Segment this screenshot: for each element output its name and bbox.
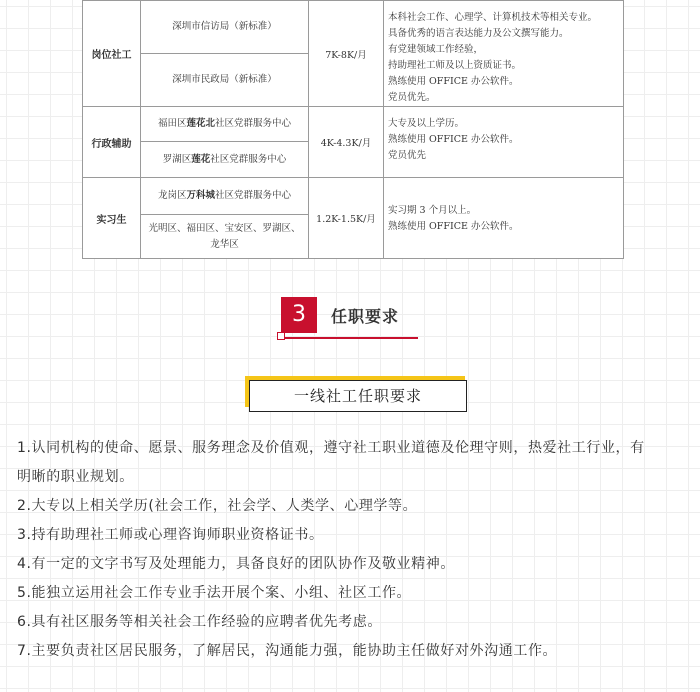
list-item: 4.有一定的文字书写及处理能力，具备良好的团队协作及敬业精神。 — [17, 556, 455, 572]
requirements-list — [17, 434, 685, 666]
org-cell: 深圳市信访局（新标准） — [141, 1, 309, 54]
requirement-line: 有党建领域工作经验， — [388, 44, 484, 55]
org-suffix: 社区党群服务中心 — [215, 190, 292, 201]
requirements-cell — [384, 107, 624, 178]
position-cell: 实习生 — [83, 178, 141, 259]
salary-cell: 4K-4.3K/月 — [309, 107, 384, 178]
requirements-cell — [384, 178, 624, 259]
requirements-cell — [384, 1, 624, 107]
org-cell: 深圳市民政局（新标准） — [141, 54, 309, 107]
list-item: 1.认同机构的使命、愿景、服务理念及价值观，遵守社工职业道德及伦理守则，热爱社工行业，有 — [17, 440, 645, 456]
section-number-badge: 3 — [281, 297, 317, 333]
org-prefix: 龙岗区 — [157, 190, 187, 201]
org-cell — [141, 215, 309, 259]
section-title: 任职要求 — [331, 307, 400, 326]
table-row — [83, 178, 624, 215]
org-prefix: 福田区 — [157, 118, 187, 129]
requirement-line: 党员优先 — [388, 150, 427, 161]
org-cell — [141, 142, 309, 178]
list-item: 2.大专以上相关学历(社会工作，社会学、人类学、心理学等。 — [17, 498, 418, 514]
org-cell — [141, 178, 309, 215]
salary-cell: 7K-8K/月 — [309, 1, 384, 107]
org-cell — [141, 107, 309, 142]
requirement-line: 党员优先。 — [388, 92, 436, 103]
org-line: 光明区、福田区、宝安区、罗湖区、 — [148, 222, 301, 234]
table-row — [83, 107, 624, 142]
requirement-line: 本科社会工作、心理学、计算机技术等相关专业。 — [388, 12, 598, 23]
org-suffix: 社区党群服务中心 — [210, 153, 287, 165]
section-corner-ornament — [277, 332, 285, 340]
list-item: 明晰的职业规划。 — [17, 469, 134, 485]
requirement-line: 大专及以上学历。 — [388, 118, 465, 129]
org-suffix: 社区党群服务中心 — [215, 118, 292, 129]
list-item: 7.主要负责社区居民服务，了解居民，沟通能力强，能协助主任做好对外沟通工作。 — [17, 643, 558, 659]
list-item: 6.具有社区服务等相关社会工作经验的应聘者优先考虑。 — [17, 614, 382, 630]
job-table — [82, 0, 624, 259]
list-item: 3.持有助理社工师或心理咨询师职业资格证书。 — [17, 527, 324, 543]
position-cell: 岗位社工 — [83, 1, 141, 107]
requirement-line: 持助理社工师及以上资质证书。 — [388, 60, 522, 71]
org-prefix: 罗湖区 — [162, 153, 192, 165]
requirement-line: 实习期 3 个月以上。 — [388, 205, 477, 216]
requirement-line: 熟练使用 OFFICE 办公软件。 — [388, 134, 519, 145]
subtitle-box: 一线社工任职要求 — [249, 380, 467, 412]
salary-cell: 1.2K-1.5K/月 — [309, 178, 384, 259]
section-underline — [284, 337, 418, 339]
org-highlight: 万科城 — [186, 190, 215, 201]
requirement-line: 熟练使用 OFFICE 办公软件。 — [388, 221, 519, 232]
list-item: 5.能独立运用社会工作专业手法开展个案、小组、社区工作。 — [17, 585, 412, 601]
org-highlight: 莲花北 — [186, 118, 215, 129]
requirement-line: 熟练使用 OFFICE 办公软件。 — [388, 76, 519, 87]
position-cell: 行政辅助 — [83, 107, 141, 178]
table-row — [83, 1, 624, 54]
org-highlight: 莲花 — [191, 153, 211, 165]
org-line: 龙华区 — [210, 238, 239, 250]
requirement-line: 具备优秀的语言表达能力及公文撰写能力。 — [388, 28, 569, 39]
